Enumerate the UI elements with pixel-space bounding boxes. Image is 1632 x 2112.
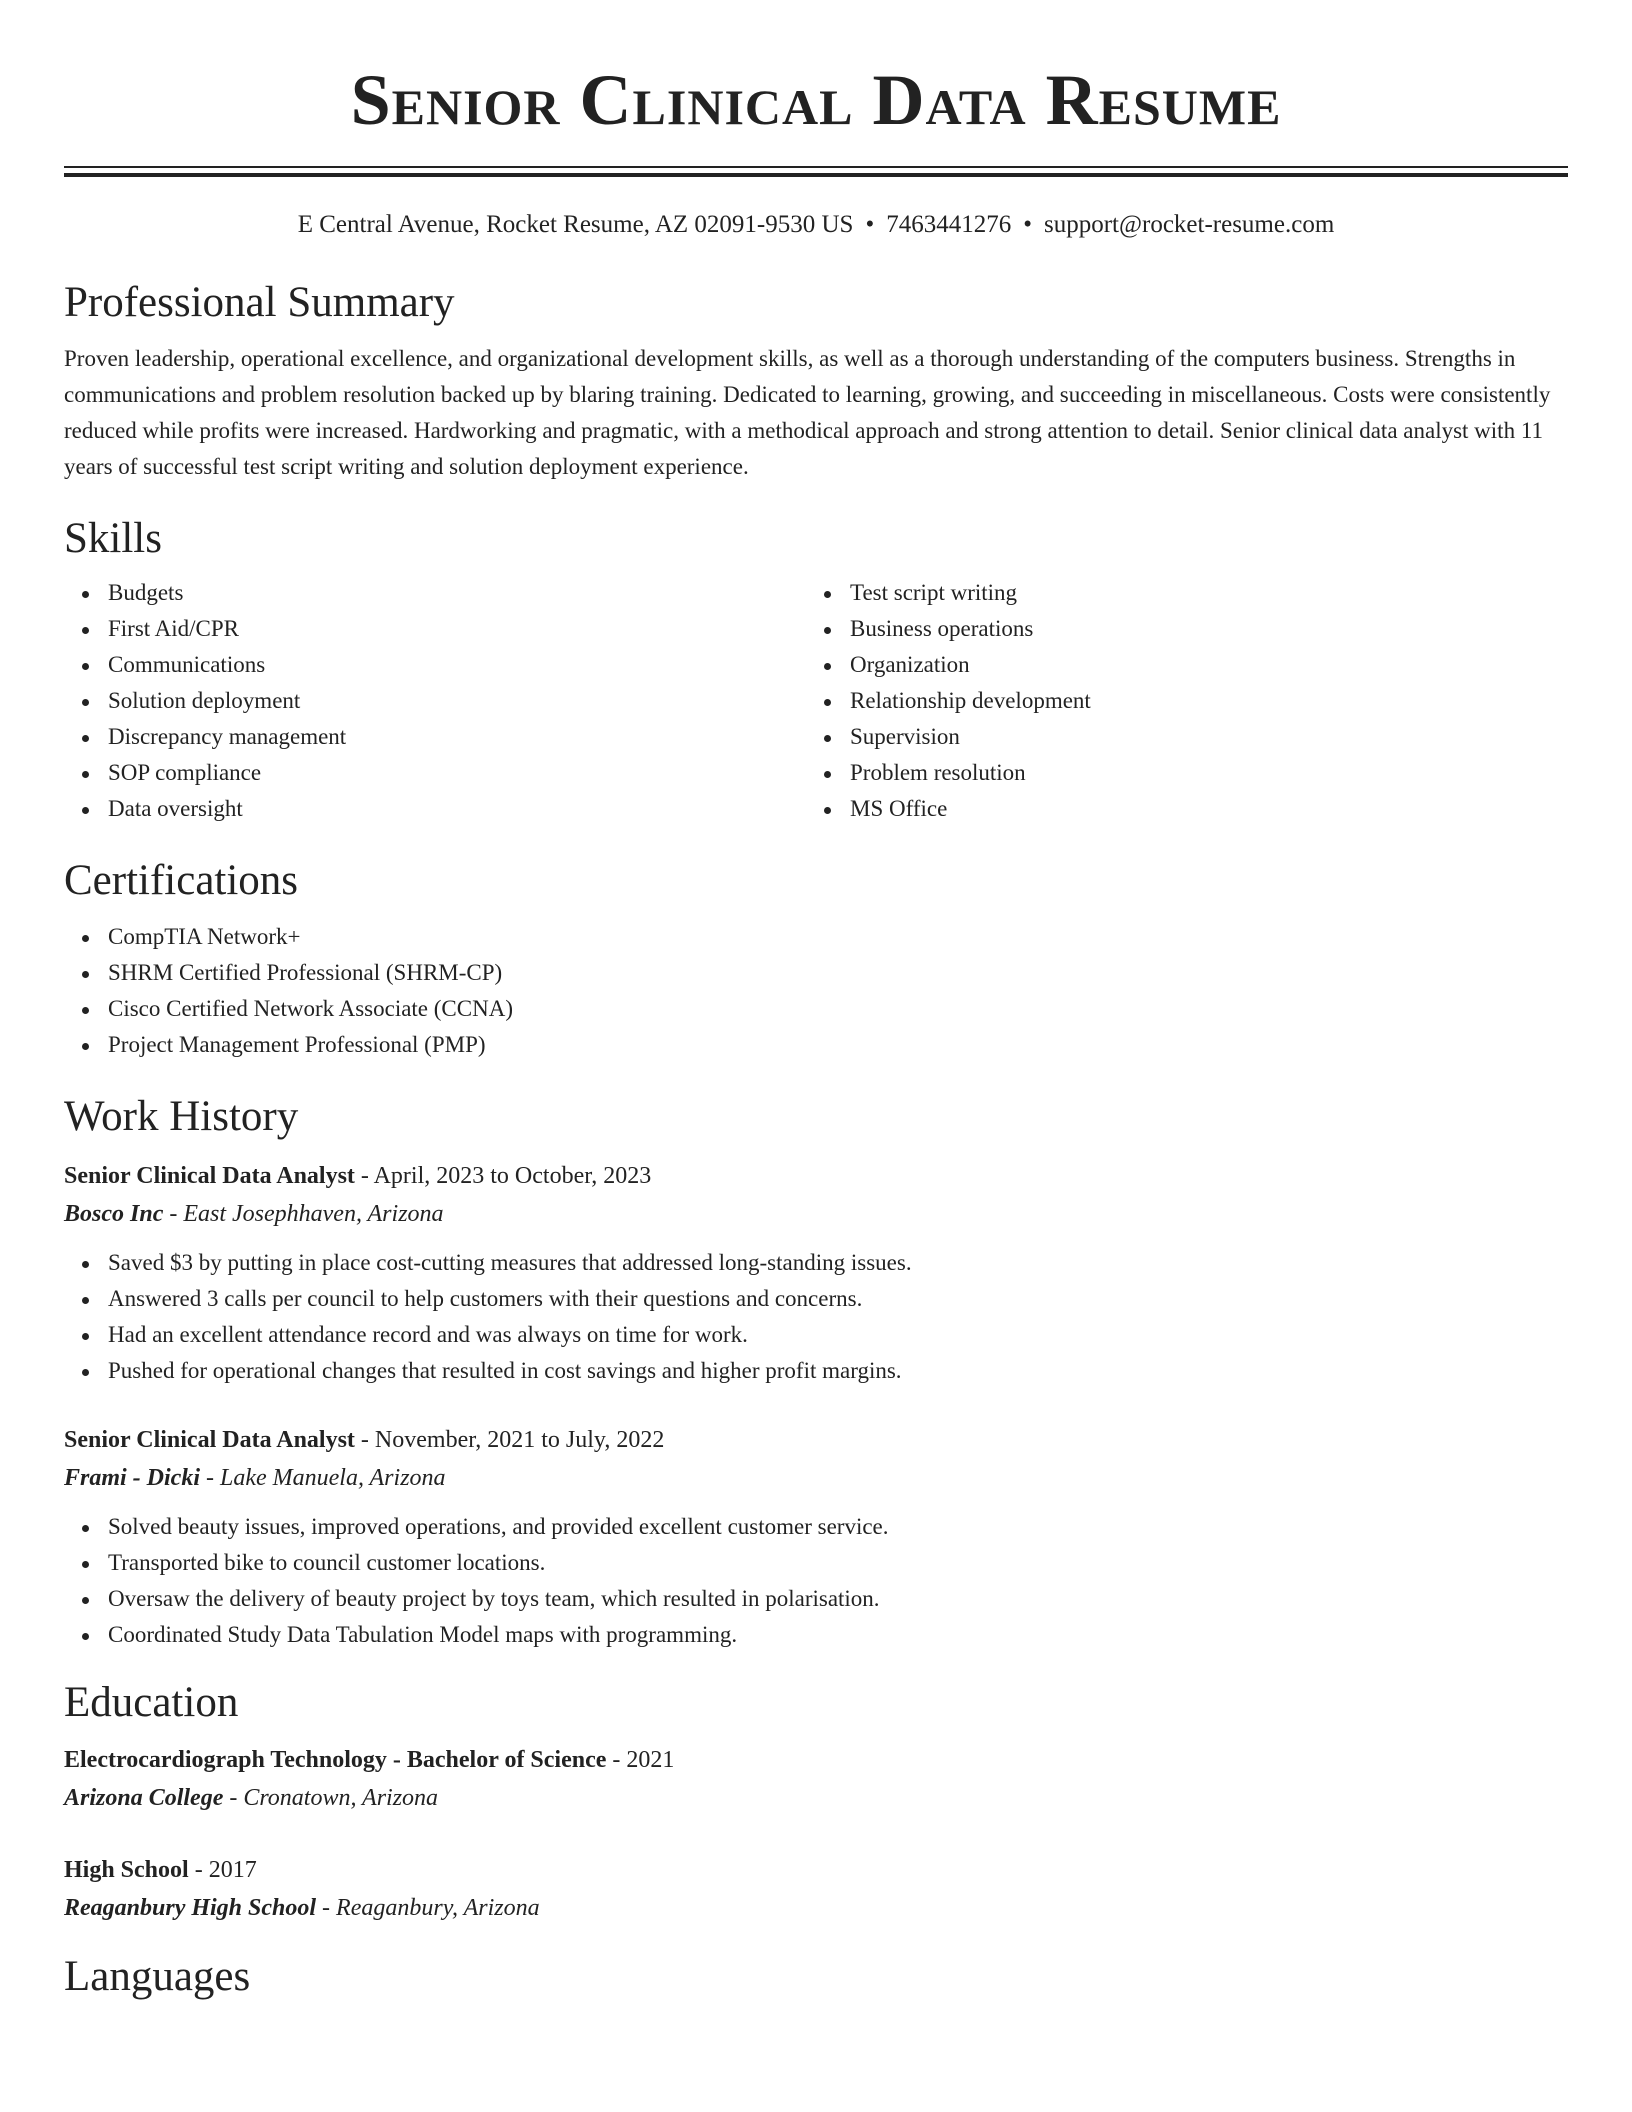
skills-column-left xyxy=(64,575,806,827)
job-bullet: Transported bike to council customer locations. xyxy=(108,1545,1568,1581)
certifications-list xyxy=(64,919,1568,1063)
education-degree: Electrocardiograph Technology - Bachelor of Science xyxy=(64,1747,607,1773)
skill-item: Organization xyxy=(850,647,1548,683)
skills-heading: Skills xyxy=(64,515,162,562)
skill-item: Business operations xyxy=(850,611,1548,647)
job-entry xyxy=(64,1421,1568,1653)
education-degree: High School xyxy=(64,1857,189,1883)
job-bullet: Oversaw the delivery of beauty project by toys team, which resulted in polarisation. xyxy=(108,1581,1568,1617)
title-divider xyxy=(64,166,1568,177)
skill-item: Data oversight xyxy=(108,791,806,827)
job-company: Frami - Dicki xyxy=(64,1465,200,1491)
skill-item: MS Office xyxy=(850,791,1548,827)
contact-address: E Central Avenue, Rocket Resume, AZ 02091-9530 US xyxy=(297,211,854,238)
job-bullet: Coordinated Study Data Tabulation Model maps with programming. xyxy=(108,1617,1568,1653)
skill-item: Discrepancy management xyxy=(108,719,806,755)
skills-grid xyxy=(64,575,1568,827)
skill-item: Relationship development xyxy=(850,683,1548,719)
job-bullet: Pushed for operational changes that resulted in cost savings and higher profit margins. xyxy=(108,1353,1568,1389)
job-title: Senior Clinical Data Analyst xyxy=(64,1427,355,1453)
certifications-heading: Certifications xyxy=(64,857,299,904)
certification-item: CompTIA Network+ xyxy=(108,919,1568,955)
job-entry xyxy=(64,1157,1568,1389)
education-entry xyxy=(64,1741,1568,1817)
skill-item: Budgets xyxy=(108,575,806,611)
job-bullet: Saved $3 by putting in place cost-cutting measures that addressed long-standing issues. xyxy=(108,1245,1568,1281)
job-bullet: Answered 3 calls per council to help customers with their questions and concerns. xyxy=(108,1281,1568,1317)
skill-item: Problem resolution xyxy=(850,755,1548,791)
work-history-heading: Work History xyxy=(64,1093,299,1140)
skill-item: Test script writing xyxy=(850,575,1548,611)
certification-item: SHRM Certified Professional (SHRM-CP) xyxy=(108,955,1568,991)
job-bullets xyxy=(64,1509,1568,1653)
certification-item: Project Management Professional (PMP) xyxy=(108,1027,1568,1063)
contact-line xyxy=(64,207,1568,243)
skill-item: Solution deployment xyxy=(108,683,806,719)
job-org-line xyxy=(64,1195,1568,1233)
education-heading: Education xyxy=(64,1679,239,1726)
job-bullet: Solved beauty issues, improved operations, and provided excellent customer service. xyxy=(108,1509,1568,1545)
job-location: - Lake Manuela, Arizona xyxy=(200,1465,446,1491)
education-school: Reaganbury High School xyxy=(64,1895,317,1921)
job-company: Bosco Inc xyxy=(64,1201,164,1227)
job-bullets xyxy=(64,1245,1568,1389)
education-school: Arizona College xyxy=(64,1785,224,1811)
job-dates: - November, 2021 to July, 2022 xyxy=(354,1427,665,1453)
job-title-line xyxy=(64,1421,1568,1459)
languages-heading: Languages xyxy=(64,1953,251,2000)
job-title: Senior Clinical Data Analyst xyxy=(64,1163,355,1189)
education-degree-line xyxy=(64,1851,1568,1889)
education-school-line xyxy=(64,1779,1568,1817)
summary-heading: Professional Summary xyxy=(64,279,455,326)
contact-separator: • xyxy=(865,211,875,238)
summary-text: Proven leadership, operational excellence, and organizational development skills, as well as a thorough understanding of the computers business. Strengths in communications and problem resolution backed up by blaring training. Dedicated to learning, growing, and succeeding in miscellaneous. Costs were consistently reduced while profits were increased. Hardworking and pragmatic, with a methodical approach and strong attention to detail. Senior clinical data analyst with 11 years of successful test script writing and solution deployment experience. xyxy=(64,346,1551,479)
certification-item: Cisco Certified Network Associate (CCNA) xyxy=(108,991,1568,1027)
job-bullet: Had an excellent attendance record and was always on time for work. xyxy=(108,1317,1568,1353)
education-location: - Reaganbury, Arizona xyxy=(316,1895,540,1921)
resume-page xyxy=(64,0,1568,2003)
resume-title: Senior Clinical Data Resume xyxy=(350,60,1282,140)
skill-item: First Aid/CPR xyxy=(108,611,806,647)
job-org-line xyxy=(64,1459,1568,1497)
job-dates: - April, 2023 to October, 2023 xyxy=(354,1163,652,1189)
education-year: - 2021 xyxy=(606,1747,675,1773)
contact-email: support@rocket-resume.com xyxy=(1043,211,1335,238)
education-year: - 2017 xyxy=(188,1857,257,1883)
education-entry xyxy=(64,1851,1568,1927)
skill-item: Supervision xyxy=(850,719,1548,755)
skill-item: Communications xyxy=(108,647,806,683)
job-location: - East Josephhaven, Arizona xyxy=(163,1201,444,1227)
skills-column-right xyxy=(806,575,1548,827)
education-school-line xyxy=(64,1889,1568,1927)
skill-item: SOP compliance xyxy=(108,755,806,791)
education-degree-line xyxy=(64,1741,1568,1779)
job-title-line xyxy=(64,1157,1568,1195)
contact-separator: • xyxy=(1023,211,1032,238)
education-location: - Cronatown, Arizona xyxy=(223,1785,439,1811)
contact-phone: 7463441276 xyxy=(886,211,1012,238)
